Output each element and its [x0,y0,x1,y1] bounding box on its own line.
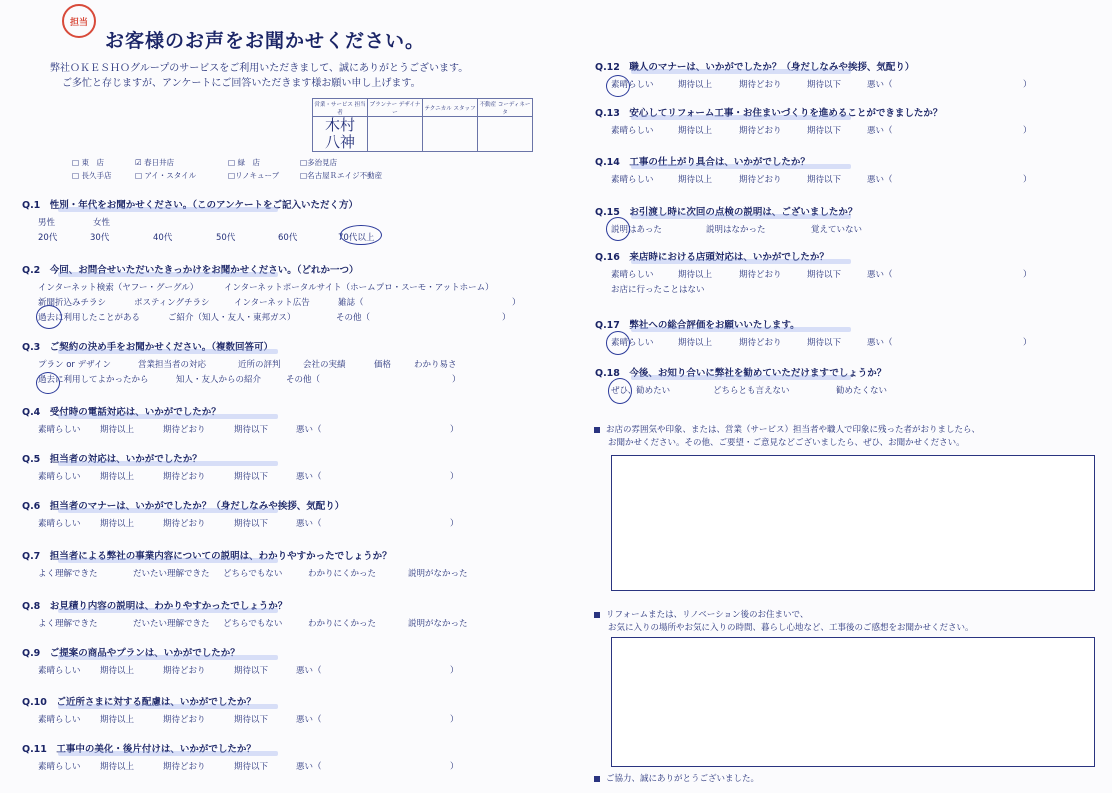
answer-option[interactable]: 素晴らしい [38,762,81,772]
answer-option[interactable]: 男性 [38,218,56,228]
question-label: Q.12 職人のマナーは、いかがでしたか？（身だしなみや挨拶、気配り） [595,62,915,73]
answer-option[interactable]: 期待どおり [739,80,782,90]
answer-option[interactable]: その他（ [286,375,321,385]
paren-close: ） [450,666,459,676]
marker-highlight [58,207,278,212]
marker-highlight [631,214,851,219]
answer-option[interactable]: 過去に利用したことがある [38,313,141,323]
comment2-textbox[interactable] [611,637,1095,767]
answer-option[interactable]: 期待以上 [100,762,135,772]
answer-option[interactable]: 悪い（ [867,80,893,90]
question-label: Q.10 ご近所さまに対する配慮は、いかがでしたか？ [22,697,256,708]
ink-circle-mark [606,331,630,355]
ink-circle-mark [606,75,630,97]
marker-highlight [58,655,278,660]
ink-circle-mark [606,217,630,241]
answer-option[interactable]: 期待以上 [100,666,135,676]
answer-option[interactable]: 悪い（ [296,519,322,529]
question-label: Q.2 今回、お問合せいただいたきっかけをお聞かせください。（どれか一つ） [22,265,359,276]
answer-option[interactable]: 期待どおり [163,519,206,529]
question-label: Q.17 弊社への総合評価をお願いいたします。 [595,320,800,331]
answer-option[interactable]: 素晴らしい [611,270,654,280]
answer-option[interactable]: 説明がなかった [408,619,468,629]
ink-circle-mark [36,305,62,329]
answer-option[interactable]: 期待以上 [678,338,713,348]
answer-option[interactable]: よく理解できた [38,619,98,629]
answer-option[interactable]: 期待どおり [163,425,206,435]
paren-close: ） [450,519,459,529]
paren-close: ） [1023,80,1032,90]
answer-option[interactable]: 期待以下 [234,666,269,676]
answer-option[interactable]: 営業担当者の対応 [138,360,207,370]
paren-close: ） [450,715,459,725]
marker-highlight [631,259,851,264]
handwritten-name: 八神 [324,133,355,151]
paren-close: ） [1023,126,1032,136]
comment1-textbox[interactable] [611,455,1095,591]
marker-highlight [58,751,278,756]
answer-option[interactable]: 期待以上 [678,175,713,185]
answer-option[interactable]: 知人・友人からの紹介 [176,375,262,385]
answer-option[interactable]: 過去に利用してよかったから [38,375,149,385]
answer-option[interactable]: 雑誌（ [338,298,364,308]
answer-option[interactable]: 期待以上 [100,715,135,725]
answer-option[interactable]: 30代 [90,233,110,243]
answer-option[interactable]: 期待どおり [163,666,206,676]
question-label: Q.9 ご提案の商品やプランは、いかがでしたか？ [22,648,240,659]
answer-option[interactable]: お店に行ったことはない [611,285,705,295]
answer-option[interactable]: 素晴らしい [38,519,81,529]
answer-option[interactable]: 期待以下 [234,519,269,529]
answer-option[interactable]: 70代以上 [338,233,375,243]
marker-highlight [58,414,278,419]
answer-option[interactable]: 50代 [216,233,236,243]
answer-option[interactable]: インターネット検索（ヤフー・グーグル） [38,283,199,293]
question-label: Q.3 ご契約の決め手をお聞かせください。（複数回答可） [22,342,274,353]
staff-table [312,98,533,152]
answer-option[interactable]: 素晴らしい [611,338,654,348]
answer-option[interactable]: 覚えていない [811,225,863,235]
marker-highlight [58,461,278,466]
answer-option[interactable]: ぜひ、勧めたい [611,386,671,396]
answer-option[interactable]: インターネットポータルサイト（ホームプロ・スーモ・アットホーム） [224,283,494,293]
answer-option[interactable]: どちらでもない [223,569,283,579]
answer-option[interactable]: 悪い（ [296,715,322,725]
store-option[interactable]: □ 長久手店 [72,171,112,180]
answer-option[interactable]: 期待以上 [100,425,135,435]
answer-option[interactable]: 期待以下 [807,270,842,280]
staff-header: 営業・サービス 担当者 [313,99,368,117]
intro-line: 弊社ＯＫＥＳＨＯグループのサービスをご利用いただきまして、誠にありがとうございます。 [50,63,469,74]
handwritten-name: 木村 [324,116,355,134]
paren-close: ） [1023,270,1032,280]
answer-option[interactable]: どちらとも言えない [713,386,790,396]
answer-option[interactable]: 40代 [153,233,173,243]
answer-option[interactable]: 素晴らしい [38,666,81,676]
answer-option[interactable]: 素晴らしい [38,472,81,482]
answer-option[interactable]: 説明がなかった [408,569,468,579]
prompt-line: お聞かせください。その他、ご要望・ご意見などございましたら、ぜひ、お聞かせください。 [608,438,965,448]
store-option[interactable]: □多治見店 [300,158,338,167]
answer-option[interactable]: 期待どおり [163,715,206,725]
answer-option[interactable]: 期待以下 [234,762,269,772]
marker-highlight [58,704,278,709]
answer-option[interactable]: 素晴らしい [611,80,654,90]
answer-option[interactable]: 期待以上 [678,80,713,90]
answer-option[interactable]: 期待以下 [807,80,842,90]
answer-option[interactable]: わかりにくかった [308,569,377,579]
paren-close: ） [1023,338,1032,348]
staff-cell[interactable] [478,117,533,152]
answer-option[interactable]: 悪い（ [867,175,893,185]
answer-option[interactable]: 期待どおり [739,175,782,185]
store-option[interactable]: □ 緑 店 [228,158,260,167]
answer-option[interactable]: 説明はあった [611,225,662,235]
question-label: Q.5 担当者の対応は、いかがでしたか？ [22,454,202,465]
closing-text: ご協力、誠にありがとうございました。 [606,774,760,784]
staff-cell[interactable] [313,117,368,152]
answer-option[interactable]: 期待以上 [678,126,713,136]
page-title: お客様のお声をお聞かせください。 [105,30,426,52]
question-label: Q.4 受付時の電話対応は、いかがでしたか？ [22,407,221,418]
answer-option[interactable]: 悪い（ [296,472,322,482]
paren-close: ） [452,375,461,385]
marker-highlight [58,608,278,613]
answer-option[interactable]: 悪い（ [296,425,322,435]
answer-option[interactable]: その他（ [336,313,371,323]
answer-option[interactable]: 女性 [93,218,111,228]
store-option[interactable]: ☑ 春日井店 [135,158,175,167]
answer-option[interactable]: 期待以下 [807,338,842,348]
closing-line [594,772,759,787]
staff-header: 不動産 コーディネータ [478,99,533,117]
answer-option[interactable]: 期待どおり [739,270,782,280]
store-option[interactable]: □名古屋Ｒエイジ不動産 [300,171,383,180]
answer-option[interactable]: 60代 [278,233,298,243]
answer-option[interactable]: 悪い（ [867,270,893,280]
question-label: Q.6 担当者のマナーは、いかがでしたか？（身だしなみや挨拶、気配り） [22,501,345,512]
answer-option[interactable]: 悪い（ [867,338,893,348]
answer-option[interactable]: 期待どおり [163,472,206,482]
answer-option[interactable]: 20代 [38,233,58,243]
answer-option[interactable]: 素晴らしい [38,425,81,435]
answer-option[interactable]: 期待以上 [100,519,135,529]
question-label: Q.16 来店時における店頭対応は、いかがでしたか？ [595,252,829,263]
answer-option[interactable]: 悪い（ [867,126,893,136]
question-label: Q.1 性別・年代をお聞かせください。（このアンケートをご記入いただく方） [22,200,358,211]
store-option[interactable]: □リノキューブ [228,171,280,180]
question-label: Q.13 安心してリフォーム工事・お住まいづくりを進めることができましたか？ [595,108,943,119]
answer-option[interactable]: 素晴らしい [38,715,81,725]
marker-highlight [631,375,851,380]
store-option[interactable]: □ アイ・スタイル [135,171,197,180]
answer-option[interactable]: ポスティングチラシ [134,298,210,308]
answer-option[interactable]: 期待以下 [807,126,842,136]
marker-highlight [58,558,278,563]
comment2-prompt [594,609,974,635]
question-label: Q.14 工事の仕上がり具合は、いかがでしたか？ [595,157,810,168]
square-bullet-icon [594,612,600,618]
answer-option[interactable]: 悪い（ [296,762,322,772]
question-label: Q.18 今後、お知り合いに弊社を勧めていただけますでしょうか？ [595,368,887,379]
seal-stamp: 担当 [62,4,96,38]
answer-option[interactable]: 素晴らしい [611,126,654,136]
question-label: Q.8 お見積り内容の説明は、わかりやすかったでしょうか？ [22,601,288,612]
question-label: Q.15 お引渡し時に次回の点検の説明は、ございましたか？ [595,207,858,218]
answer-option[interactable]: 悪い（ [296,666,322,676]
question-label: Q.11 工事中の美化・後片付けは、いかがでしたか？ [22,744,256,755]
answer-option[interactable]: 説明はなかった [706,225,766,235]
answer-option[interactable]: インターネット広告 [234,298,310,308]
answer-option[interactable]: 期待どおり [163,762,206,772]
marker-highlight [58,508,278,513]
prompt-line: リフォームまたは、リノベーション後のお住まいで、 [606,610,809,620]
answer-option[interactable]: 期待どおり [739,338,782,348]
marker-highlight [58,272,278,277]
answer-option[interactable]: わかりにくかった [308,619,377,629]
prompt-line: お気に入りの場所やお気に入りの時間、暮らし心地など、工事後のご感想をお聞かせください。 [608,623,974,633]
ink-circle-mark [36,372,60,394]
marker-highlight [631,115,851,120]
comment1-prompt [594,424,980,450]
ink-circle-mark [608,378,632,404]
staff-cell[interactable] [423,117,478,152]
paren-close: ） [450,762,459,772]
marker-highlight [631,327,851,332]
paren-close: ） [450,472,459,482]
staff-cell[interactable] [368,117,423,152]
marker-highlight [58,349,278,354]
square-bullet-icon [594,427,600,433]
marker-highlight [631,164,851,169]
answer-option[interactable]: ご紹介（知人・友人・東邦ガス） [168,313,296,323]
answer-option[interactable]: 期待以下 [234,472,269,482]
marker-highlight [631,69,851,74]
square-bullet-icon [594,776,600,782]
paren-close: ） [1023,175,1032,185]
answer-option[interactable]: 勧めたくない [836,386,888,396]
answer-option[interactable]: 期待以上 [678,270,713,280]
store-option[interactable]: □ 東 店 [72,158,104,167]
answer-option[interactable]: 価格 [374,360,392,370]
answer-option[interactable]: 新聞折込みチラシ [38,298,107,308]
answer-option[interactable]: 近所の評判 [238,360,281,370]
answer-option[interactable]: 期待以下 [234,715,269,725]
answer-option[interactable]: 会社の実績 [303,360,346,370]
answer-option[interactable]: わかり易さ [414,360,457,370]
question-label: Q.7 担当者による弊社の事業内容についての説明は、わかりやすかったでしょうか？ [22,551,392,562]
answer-option[interactable]: プラン or デザイン [38,360,112,370]
answer-option[interactable]: 期待以上 [100,472,135,482]
answer-option[interactable]: よく理解できた [38,569,98,579]
paren-close: ） [502,313,511,323]
intro-line: ご多忙と存じますが、アンケートにご回答いただきます様お願い申し上げます。 [62,78,421,89]
answer-option[interactable]: 期待以下 [807,175,842,185]
answer-option[interactable]: 素晴らしい [611,175,654,185]
paren-close: ） [512,298,521,308]
answer-option[interactable]: 期待どおり [739,126,782,136]
answer-option[interactable]: 期待以下 [234,425,269,435]
paren-close: ） [450,425,459,435]
staff-header: テクニカル スタッフ [423,99,478,117]
answer-option[interactable]: だいたい理解できた [133,569,210,579]
intro-text [50,61,468,91]
ink-circle-mark [340,225,382,245]
answer-option[interactable]: どちらでもない [223,619,283,629]
prompt-line: お店の雰囲気や印象、または、営業（サービス）担当者や職人で印象に残った者がおりましたら、 [606,425,981,435]
answer-option[interactable]: だいたい理解できた [133,619,210,629]
staff-header: プランナー デザイナー [368,99,423,117]
